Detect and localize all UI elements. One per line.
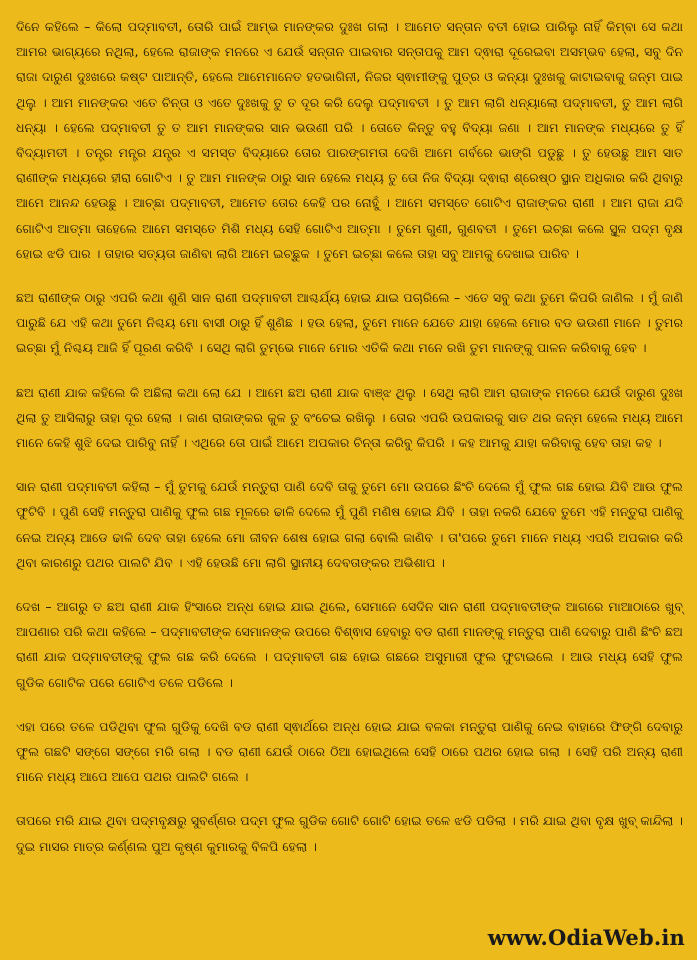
story-text bbox=[16, 14, 683, 859]
story-paragraph: ଦେଖ – ଆଗରୁ ତ ଛଅ ରାଣୀ ଯାକ ହିଂସାରେ ଅନ୍ଧ ହୋଇ ଯାଇ ଥିଲେ, ସେମାନେ ସେଦିନ ସାନ ରାଣୀ ପଦ୍ମାବତୀଙ୍କ ଆଗରେ ମାଆଠାରେ ଖୁବ୍ ଆପଣାର ପରି କଥା କହିଲେ – ପଦ୍ମାବତୀଙ୍କ ସେମାନଙ୍କ ଉପରେ ବିଶ୍ଵାସ ହେବାରୁ ବଡ ରାଣୀ ମାନଙ୍କୁ ମନ୍ତୁରା ପାଣି ଦେବାରୁ ପାଣି ଛିଂଚି ଛଅ ରାଣୀ ଯାକ ପଦ୍ମାବତୀଙ୍କୁ ଫୁଲ ଗଛ କରି ଦେଲେ । ପଦ୍ମାବତୀ ଗଛ ହୋଇ ଗଛରେ ଅସୁମାରୀ ଫୁଲ ଫୁଟାଇଲେ । ଆଉ ମଧ୍ୟ ସେହି ଫୁଲ ଗୁଡିକ ଗୋଟିକ ପରେ ଗୋଟିଏ ତଳେ ପଡିଲେ । bbox=[16, 599, 683, 690]
site-watermark: www.OdiaWeb.in bbox=[487, 925, 685, 950]
story-paragraph: ଛଅ ରାଣୀଙ୍କ ଠାରୁ ଏପରି କଥା ଶୁଣି ସାନ ରାଣୀ ପଦ୍ମାବତୀ ଆଶ୍ଚର୍ଯ୍ୟ ହୋଇ ଯାଇ ପଚାରିଲେ – ଏତେ ସବୁ କଥା ତୁମେ କିପରି ଜାଣିଲ । ମୁଁ ଜାଣି ପାରୁଛି ଯେ ଏହି କଥା ତୁମେ ନିଶ୍ଚୟ ମୋ ବାସୀ ଠାରୁ ହିଁ ଶୁଣିଛ । ହଉ ହେଲା, ତୁମେ ମାନେ ଯେତେ ଯାହା ହେଲେ ମୋର ବଡ ଭଉଣୀ ମାନେ । ତୁମର ଇଚ୍ଛା ମୁଁ ନିଶ୍ଚୟ ଆଜି ହିଁ ପୂରଣ କରିବି । ସେଥି ଲାଗି ତୁମ୍ଭେ ମାନେ ମୋର ଏତିକି କଥା ମନେ ରଖି ତୁମ ମାନଙ୍କୁ ପାଳନ କରିବାକୁ ହେବ । bbox=[16, 290, 683, 356]
story-paragraph: ତାପରେ ମରି ଯାଇ ଥିବା ପଦ୍ମବୃକ୍ଷରୁ ସୁବର୍ଣ୍ଣର ପଦ୍ମ ଫୁଲ ଗୁଡିକ ଗୋଟି ଗୋଟି ହୋଇ ତଳେ ଝଡି ପଡିଲା । ମରି ଯାଇ ଥିବା ବୃକ୍ଷ ଖୁବ୍ କାନ୍ଦିଲା । ଦୁଇ ମାସର ମାତ୍ର କର୍ଣ୍ଣଲ ପୁଅ କୃଷ୍ଣ କୁମାରକୁ ବିଳପି ହେଲା । bbox=[16, 813, 683, 854]
story-paragraph: ସାନ ରାଣୀ ପଦ୍ମାବତୀ କହିଲା – ମୁଁ ତୁମକୁ ଯେଉଁ ମନ୍ତୁରା ପାଣି ଦେବି ତାକୁ ତୁମେ ମୋ ଉପରେ ଛିଂଚି ଦେଲେ ମୁଁ ଫୁଲ ଗଛ ହୋଇ ଯିବି ଆଉ ଫୁଲ ଫୁଟିବି । ପୁଣି ସେହି ମନ୍ତୁରା ପାଣିକୁ ଫୁଲ ଗଛ ମୂଳରେ ଢାଳି ଦେଲେ ମୁଁ ପୁଣି ମଣିଷ ହୋଇ ଯିବି । ତାହା ନକରି ଯେବେ ତୁମେ ଏହି ମନ୍ତୁରା ପାଣିକୁ ନେଇ ଅନ୍ୟ ଆଡେ ଢାଳି ଦେବ ତାହା ହେଲେ ମୋ ଜୀବନ ଶେଷ ହୋଇ ଗଲା ବୋଲି ଜାଣିବ । ତା'ପରେ ତୁମେ ମାନେ ମଧ୍ୟ ଏପରି ଅପକାର କରି ଥିବା କାରଣରୁ ପଥର ପାଲଟି ଯିବ । ଏହି ହେଉଛି ମୋ ଲାଗି ସ୍ଥାନୀୟ ଦେବତାଙ୍କର ଅଭିଶାପ । bbox=[16, 479, 683, 570]
story-paragraph: ଏହା ପରେ ତଳେ ପଡିଥିବା ଫୁଲ ଗୁଡିକୁ ଦେଖି ବଡ ରାଣୀ ସ୍ଵାର୍ଥରେ ଅନ୍ଧ ହୋଇ ଯାଇ ବଳକା ମନ୍ତୁରା ପାଣିକୁ ନେଇ ବାହାରେ ଫିଙ୍ଗି ଦେବାରୁ ଫୁଲ ଗଛଟି ସଙ୍ଗେ ସଙ୍ଗେ ମରି ଗଲା । ବଡ ରାଣୀ ଯେଉଁ ଠାରେ ଠିଆ ହୋଇଥିଲେ ସେହି ଠାରେ ପଥର ହୋଇ ଗଲା । ସେହି ପରି ଅନ୍ୟ ରାଣୀ ମାନେ ମଧ୍ୟ ଆପେ ଆପେ ପଥର ପାଲଟି ଗଲେ । bbox=[16, 718, 683, 785]
story-paragraph: ଦିନେ କହିଲେ – କିଲୋ ପଦ୍ମାବତୀ, ତୋରି ପାଇଁ ଆମ୍ଭ ମାନଙ୍କର ଦୁଃଖ ଗଲା । ଆମେତ ସନ୍ତାନ ବତୀ ହୋଇ ପାରିଲୁ ନାହିଁ କିମ୍ବା ସେ କଥା ଆମର ଭାଗ୍ୟରେ ନଥିଲା, ହେଲେ ରାଜାଙ୍କ ମନରେ ଏ ଯେଉଁ ସନ୍ତାନ ପାଇବାର ସନ୍ତାପକୁ ଆମ ଦ୍ଵାରା ଦୂରେଇବା ଅସମ୍ଭବ ହେଲା, ସବୁ ଦିନ ରାଜା ଦାରୁଣ ଦୁଃଖରେ କଷ୍ଟ ପାଆନ୍ତି, ହେଲେ ଆମେମାନେତ ହତଭାଗିନୀ, ନିଜର ସ୍ଵାମୀଙ୍କୁ ପୁତ୍ର ଓ କନ୍ୟା ଦୁଃଖକୁ କାଟାଇବାକୁ ଜନ୍ମ ପାଇ ଥିଲୁ । ଆମ ମାନଙ୍କର ଏତେ ଚିନ୍ତା ଓ ଏତେ ଦୁଃଖକୁ ତୁ ତ ଦୂର କରି ଦେଲୁ ପଦ୍ମାବତୀ । ତୁ ଆମ ଲାଗି ଧନ୍ୟାଲୋ ପଦ୍ମାବତୀ, ତୁ ଆମ ଲାଗି ଧନ୍ୟା । ହେଲେ ପଦ୍ମାବତୀ ତୁ ତ ଆମ ମାନଙ୍କର ସାନ ଭଉଣୀ ପରି । ତୋତେ କିନ୍ତୁ ବହୁ ବିଦ୍ୟା ଜଣା । ଆମ ମାନଙ୍କ ମଧ୍ୟରେ ତୁ ହିଁ ବିଦ୍ୟାମତୀ । ତନ୍ତ୍ର ମନ୍ତ୍ର ଯନ୍ତ୍ର ଏ ସମସ୍ତ ବିଦ୍ୟାରେ ତୋର ପାରଙ୍ଗମତା ଦେଖି ଆମେ ଗର୍ବରେ ଭାଙ୍ଗି ପଡୁଛୁ । ତୁ ହେଉଛୁ ଆମ ସାତ ରାଣୀଙ୍କ ମଧ୍ୟରେ ହୀରା ଗୋଟିଏ । ତୁ ଆମ ମାନଙ୍କ ଠାରୁ ସାନ ହେଲେ ମଧ୍ୟ ତୁ ତୋ ନିଜ ବିଦ୍ୟା ଦ୍ଵାରା ଶ୍ରେଷ୍ଠ ସ୍ଥାନ ଅଧିକାର କରି ଥିବାରୁ ଆମେ ଆନନ୍ଦ ହେଉଛୁ । ଆଚ୍ଛା ପଦ୍ମାବତୀ, ଆମେତ ତୋର କେହି ପର ନୋହୁଁ । ଆମେ ସମସ୍ତେ ଗୋଟିଏ ରାଜାଙ୍କର ରାଣୀ । ଆମ ରାଜା ଯଦି ଗୋଟିଏ ଆତ୍ମା ତାହେଲେ ଆମେ ସମସ୍ତେ ମିଶି ମଧ୍ୟ ସେହି ଗୋଟିଏ ଆତ୍ମା । ତୁମେ ଗୁଣୀ, ଗୁଣବତୀ । ତୁମେ ଇଚ୍ଛା କଲେ ସ୍ଥୂଳ ପଦ୍ମ ବୃକ୍ଷ ହୋଇ ଝଡି ପାର । ତାହାର ସତ୍ୟତା ଜାଣିବା ଲାଗି ଆମେ ଇଚ୍ଛୁକ । ତୁମେ ଇଚ୍ଛା କଲେ ତାହା ସବୁ ଆମକୁ ଦେଖାଇ ପାରିବ । bbox=[16, 19, 683, 261]
story-paragraph: ଛଅ ରାଣୀ ଯାକ କହିଲେ କି ଅଛିଲା କଥା ଲୋ ଯେ । ଆମେ ଛଅ ରାଣୀ ଯାକ ବାଞ୍ଝ ଥିଲୁ । ସେଥି ଲାଗି ଆମ ରାଜାଙ୍କ ମନରେ ଯେଉଁ ଦାରୁଣ ଦୁଃଖ ଥିଲା ତୁ ଆସିଲାରୁ ତାହା ଦୂର ହେଲା । ଜାଣ ରାଜାଙ୍କର କୁଳ ତୁ ବଂଚେଇ ରଖିଲୁ । ତୋର ଏପରି ଉପକାରକୁ ସାତ ଥର ଜନ୍ମ ହେଲେ ମଧ୍ୟ ଆମେ ମାନେ କେହି ଶୁଝି ଦେଇ ପାରିବୁ ନାହିଁ । ଏଥିରେ ତୋ ପାଇଁ ଆମେ ଅପକାର ଚିନ୍ତା କରିବୁ କିପରି । କହ ଆମକୁ ଯାହା କରିବାକୁ ହେବ ତାହା କହ । bbox=[16, 384, 683, 451]
